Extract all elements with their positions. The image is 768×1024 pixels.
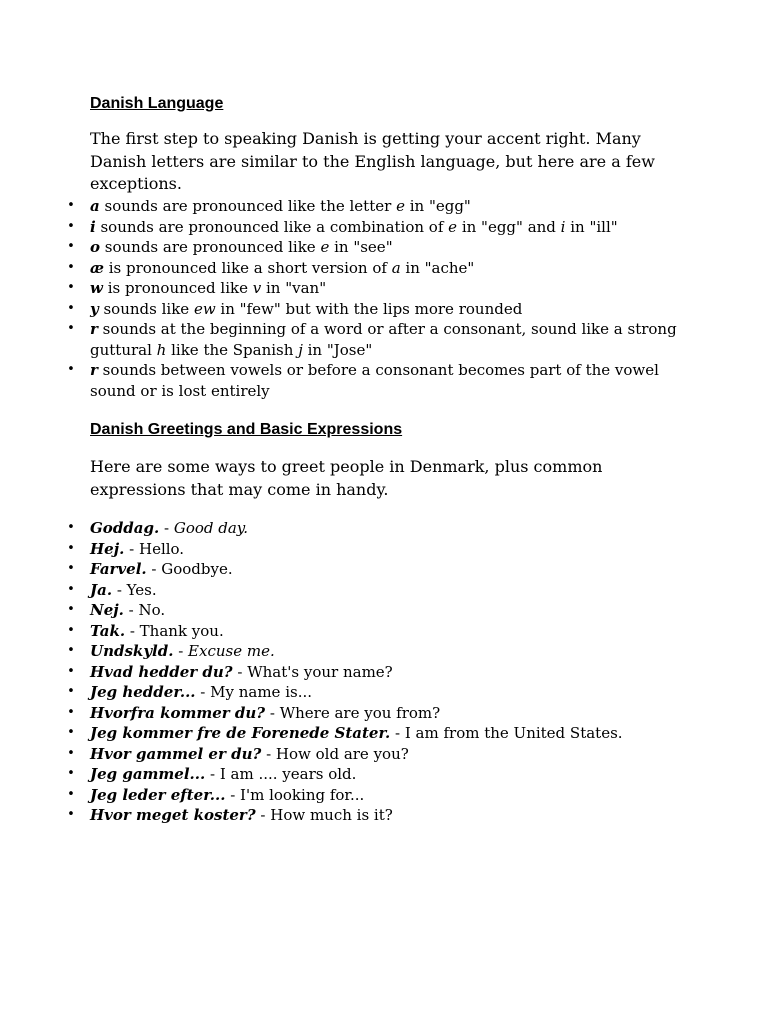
list-item: [67, 319, 700, 360]
danish-term: Goddag.: [90, 519, 160, 537]
letter-term: r: [90, 361, 98, 379]
bullet-icon: •: [67, 520, 75, 535]
letter-term: r: [90, 320, 98, 338]
pronunciation-list: [67, 196, 700, 401]
list-item: [67, 682, 700, 703]
bullet-icon: •: [67, 321, 75, 336]
separator: -: [232, 662, 248, 681]
list-item: [67, 703, 700, 724]
english-meaning: I'm looking for...: [240, 785, 365, 804]
danish-term: Hvor meget koster?: [90, 806, 256, 824]
intro-paragraph-pronunciation: The first step to speaking Danish is getting your accent right. Many Danish letters are similar to the English language, but here are a few exceptions.: [90, 129, 655, 193]
separator: -: [124, 539, 139, 558]
description-text: in "egg" and: [457, 217, 561, 236]
separator: -: [159, 519, 174, 537]
separator: -: [195, 683, 211, 701]
bullet-icon: •: [67, 198, 75, 213]
danish-term: Undskyld.: [90, 642, 174, 660]
letter-term: a: [90, 197, 100, 215]
english-meaning: What's your name?: [247, 662, 393, 681]
bullet-icon: •: [67, 218, 75, 234]
description-text: in "Jose": [302, 340, 373, 359]
separator: -: [265, 703, 280, 722]
bullet-icon: •: [67, 561, 75, 576]
list-item: [67, 805, 700, 826]
expressions-list: [67, 518, 700, 826]
danish-term: Hvorfra kommer du?: [90, 703, 266, 722]
danish-term: Jeg gammel...: [90, 765, 206, 783]
english-meaning: Goodbye.: [161, 560, 233, 578]
description-text: like the Spanish: [166, 340, 299, 359]
english-meaning: My name is...: [210, 683, 312, 701]
example-letter: j: [298, 340, 303, 359]
danish-term: Tak.: [90, 621, 126, 640]
bullet-icon: •: [67, 684, 75, 699]
example-letter: e: [448, 217, 458, 236]
list-item: [67, 785, 700, 806]
description-text: sounds at the beginning of a word or after a consonant, sound like a strong guttural: [90, 320, 677, 359]
bullet-icon: •: [67, 259, 75, 275]
english-meaning: Yes.: [126, 580, 157, 599]
bullet-icon: •: [67, 663, 75, 679]
danish-term: Ja.: [90, 580, 113, 599]
description-text: sounds are pronounced like the letter: [99, 197, 397, 215]
description-text: is pronounced like: [102, 279, 253, 297]
danish-term: Jeg hedder...: [90, 683, 196, 701]
section-heading-greetings: Danish Greetings and Basic Expressions: [90, 421, 403, 438]
english-meaning: Where are you from?: [279, 703, 441, 722]
description-text: in "few" but with the lips more rounded: [215, 299, 523, 318]
list-item: [67, 723, 700, 744]
separator: -: [146, 560, 162, 578]
letter-term: o: [90, 238, 101, 256]
list-item: [67, 278, 700, 299]
bullet-icon: •: [67, 300, 75, 316]
separator: -: [205, 765, 220, 783]
description-text: in "ache": [400, 258, 475, 277]
bullet-icon: •: [67, 643, 75, 658]
description-text: in "see": [329, 238, 393, 256]
list-item: [67, 600, 700, 621]
danish-term: Hvor gammel er du?: [90, 744, 262, 763]
list-item: [67, 196, 700, 217]
bullet-icon: •: [67, 602, 75, 617]
separator: -: [261, 744, 276, 763]
list-item: [67, 764, 700, 785]
english-meaning: I am .... years old.: [219, 765, 357, 783]
separator: -: [112, 580, 127, 599]
bullet-icon: •: [67, 280, 75, 295]
separator: -: [225, 785, 241, 804]
list-item: [67, 299, 700, 320]
danish-term: Hej.: [90, 539, 125, 558]
english-meaning: Good day.: [173, 519, 249, 537]
list-item: [67, 559, 700, 580]
description-text: in "egg": [404, 197, 471, 215]
list-item: [67, 217, 700, 238]
separator: -: [123, 601, 139, 619]
bullet-icon: •: [67, 745, 75, 761]
letter-term: w: [90, 279, 103, 297]
bullet-icon: •: [67, 239, 75, 254]
danish-term: Farvel.: [90, 560, 147, 578]
bullet-icon: •: [67, 725, 75, 740]
list-item: [67, 621, 700, 642]
english-meaning: I am from the United States.: [404, 724, 623, 742]
english-meaning: Thank you.: [139, 621, 224, 640]
description-text: sounds between vowels or before a consonant becomes part of the vowel sound or is lost entirely: [90, 361, 659, 400]
separator: -: [255, 806, 271, 824]
letter-term: æ: [90, 258, 104, 277]
separator: -: [173, 642, 189, 660]
separator: -: [125, 621, 140, 640]
bullet-icon: •: [67, 766, 75, 781]
intro-paragraph-greetings: Here are some ways to greet people in Denmark, plus common expressions that may come in handy.: [90, 457, 603, 499]
list-item: [67, 744, 700, 765]
list-item: [67, 662, 700, 683]
bullet-icon: •: [67, 622, 75, 638]
bullet-icon: •: [67, 786, 75, 802]
example-letter: ew: [193, 299, 216, 318]
example-letter: v: [252, 279, 262, 297]
section-heading-danish-language: Danish Language: [90, 95, 224, 112]
example-letter: i: [560, 217, 566, 236]
bullet-icon: •: [67, 581, 75, 597]
english-meaning: Excuse me.: [188, 642, 275, 660]
description-text: sounds are pronounced like a combination of: [95, 217, 449, 236]
letter-term: i: [90, 217, 96, 236]
example-letter: e: [396, 197, 405, 215]
example-letter: a: [391, 258, 401, 277]
description-text: sounds are pronounced like: [100, 238, 321, 256]
list-item: [67, 237, 700, 258]
english-meaning: How old are you?: [275, 744, 409, 763]
english-meaning: No.: [138, 601, 166, 619]
danish-term: Nej.: [90, 601, 124, 619]
english-meaning: Hello.: [138, 539, 185, 558]
example-letter: e: [320, 238, 330, 256]
danish-term: Jeg kommer fre de Forenede Stater.: [90, 724, 391, 742]
list-item: [67, 539, 700, 560]
description-text: is pronounced like a short version of: [103, 258, 392, 277]
english-meaning: How much is it?: [270, 806, 393, 824]
bullet-icon: •: [67, 704, 75, 720]
description-text: sounds like: [98, 299, 194, 318]
bullet-icon: •: [67, 807, 75, 822]
danish-term: Hvad hedder du?: [90, 662, 233, 681]
list-item: [67, 641, 700, 662]
list-item: [67, 518, 700, 539]
description-text: in "van": [261, 279, 327, 297]
example-letter: h: [156, 340, 167, 359]
separator: -: [390, 724, 405, 742]
list-item: [67, 360, 700, 401]
danish-term: Jeg leder efter...: [90, 785, 226, 804]
list-item: [67, 580, 700, 601]
description-text: in "ill": [565, 217, 618, 236]
list-item: [67, 258, 700, 279]
bullet-icon: •: [67, 362, 75, 377]
letter-term: y: [90, 299, 99, 318]
bullet-icon: •: [67, 540, 75, 556]
